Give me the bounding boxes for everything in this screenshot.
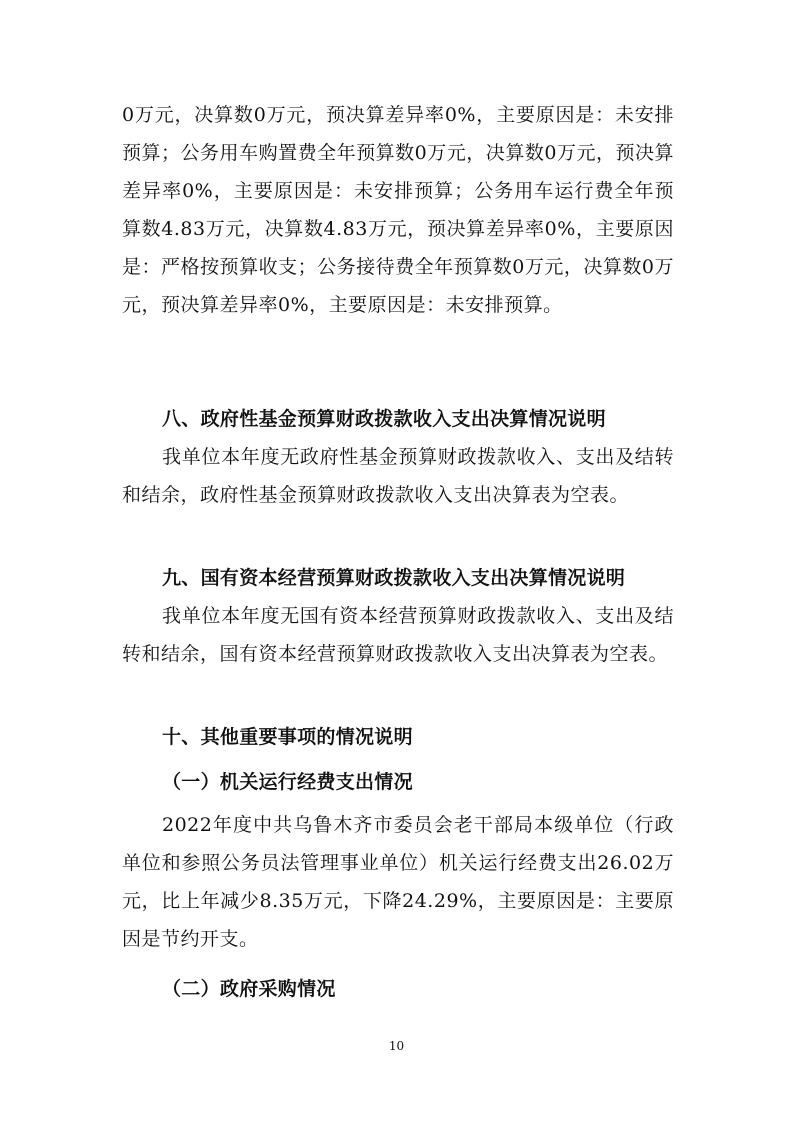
paragraph-operating-expenses: 2022年度中共乌鲁木齐市委员会老干部局本级单位（行政单位和参照公务员法管理事业单位）机关运行经费支出26.02万元，比上年减少8.35万元，下降24.29%，主要原因是：主要原因是节约开支。: [122, 814, 674, 950]
page-number: 10: [388, 1039, 405, 1053]
section-heading-eight: 八、政府性基金预算财政拨款收入支出决算情况说明: [162, 408, 606, 430]
paragraph-section-nine: 我单位本年度无国有资本经营预算财政拨款收入、支出及结转和结余，国有资本经营预算财政拨款收入支出决算表为空表。: [122, 605, 674, 665]
paragraph-continued: 0万元，决算数0万元，预决算差异率0%，主要原因是：未安排预算；公务用车购置费全年预算数0万元，决算数0万元，预决算差异率0%，主要原因是：未安排预算；公务用车运行费全年预算数4.83万元，决算数4.83万元，预决算差异率0%，主要原因是：严格按预算收支；公务接待费全年预算数0万元，决算数0万元，预决算差异率0%，主要原因是：未安排预算。: [122, 104, 674, 316]
subheading-operating-expenses: （一）机关运行经费支出情况: [162, 771, 413, 793]
subheading-government-procurement: （二）政府采购情况: [162, 978, 336, 1000]
section-heading-ten: 十、其他重要事项的情况说明: [162, 726, 413, 748]
section-heading-nine: 九、国有资本经营预算财政拨款收入支出决算情况说明: [162, 567, 626, 589]
paragraph-section-eight: 我单位本年度无政府性基金预算财政拨款收入、支出及结转和结余，政府性基金预算财政拨款收入支出决算表为空表。: [122, 446, 674, 506]
